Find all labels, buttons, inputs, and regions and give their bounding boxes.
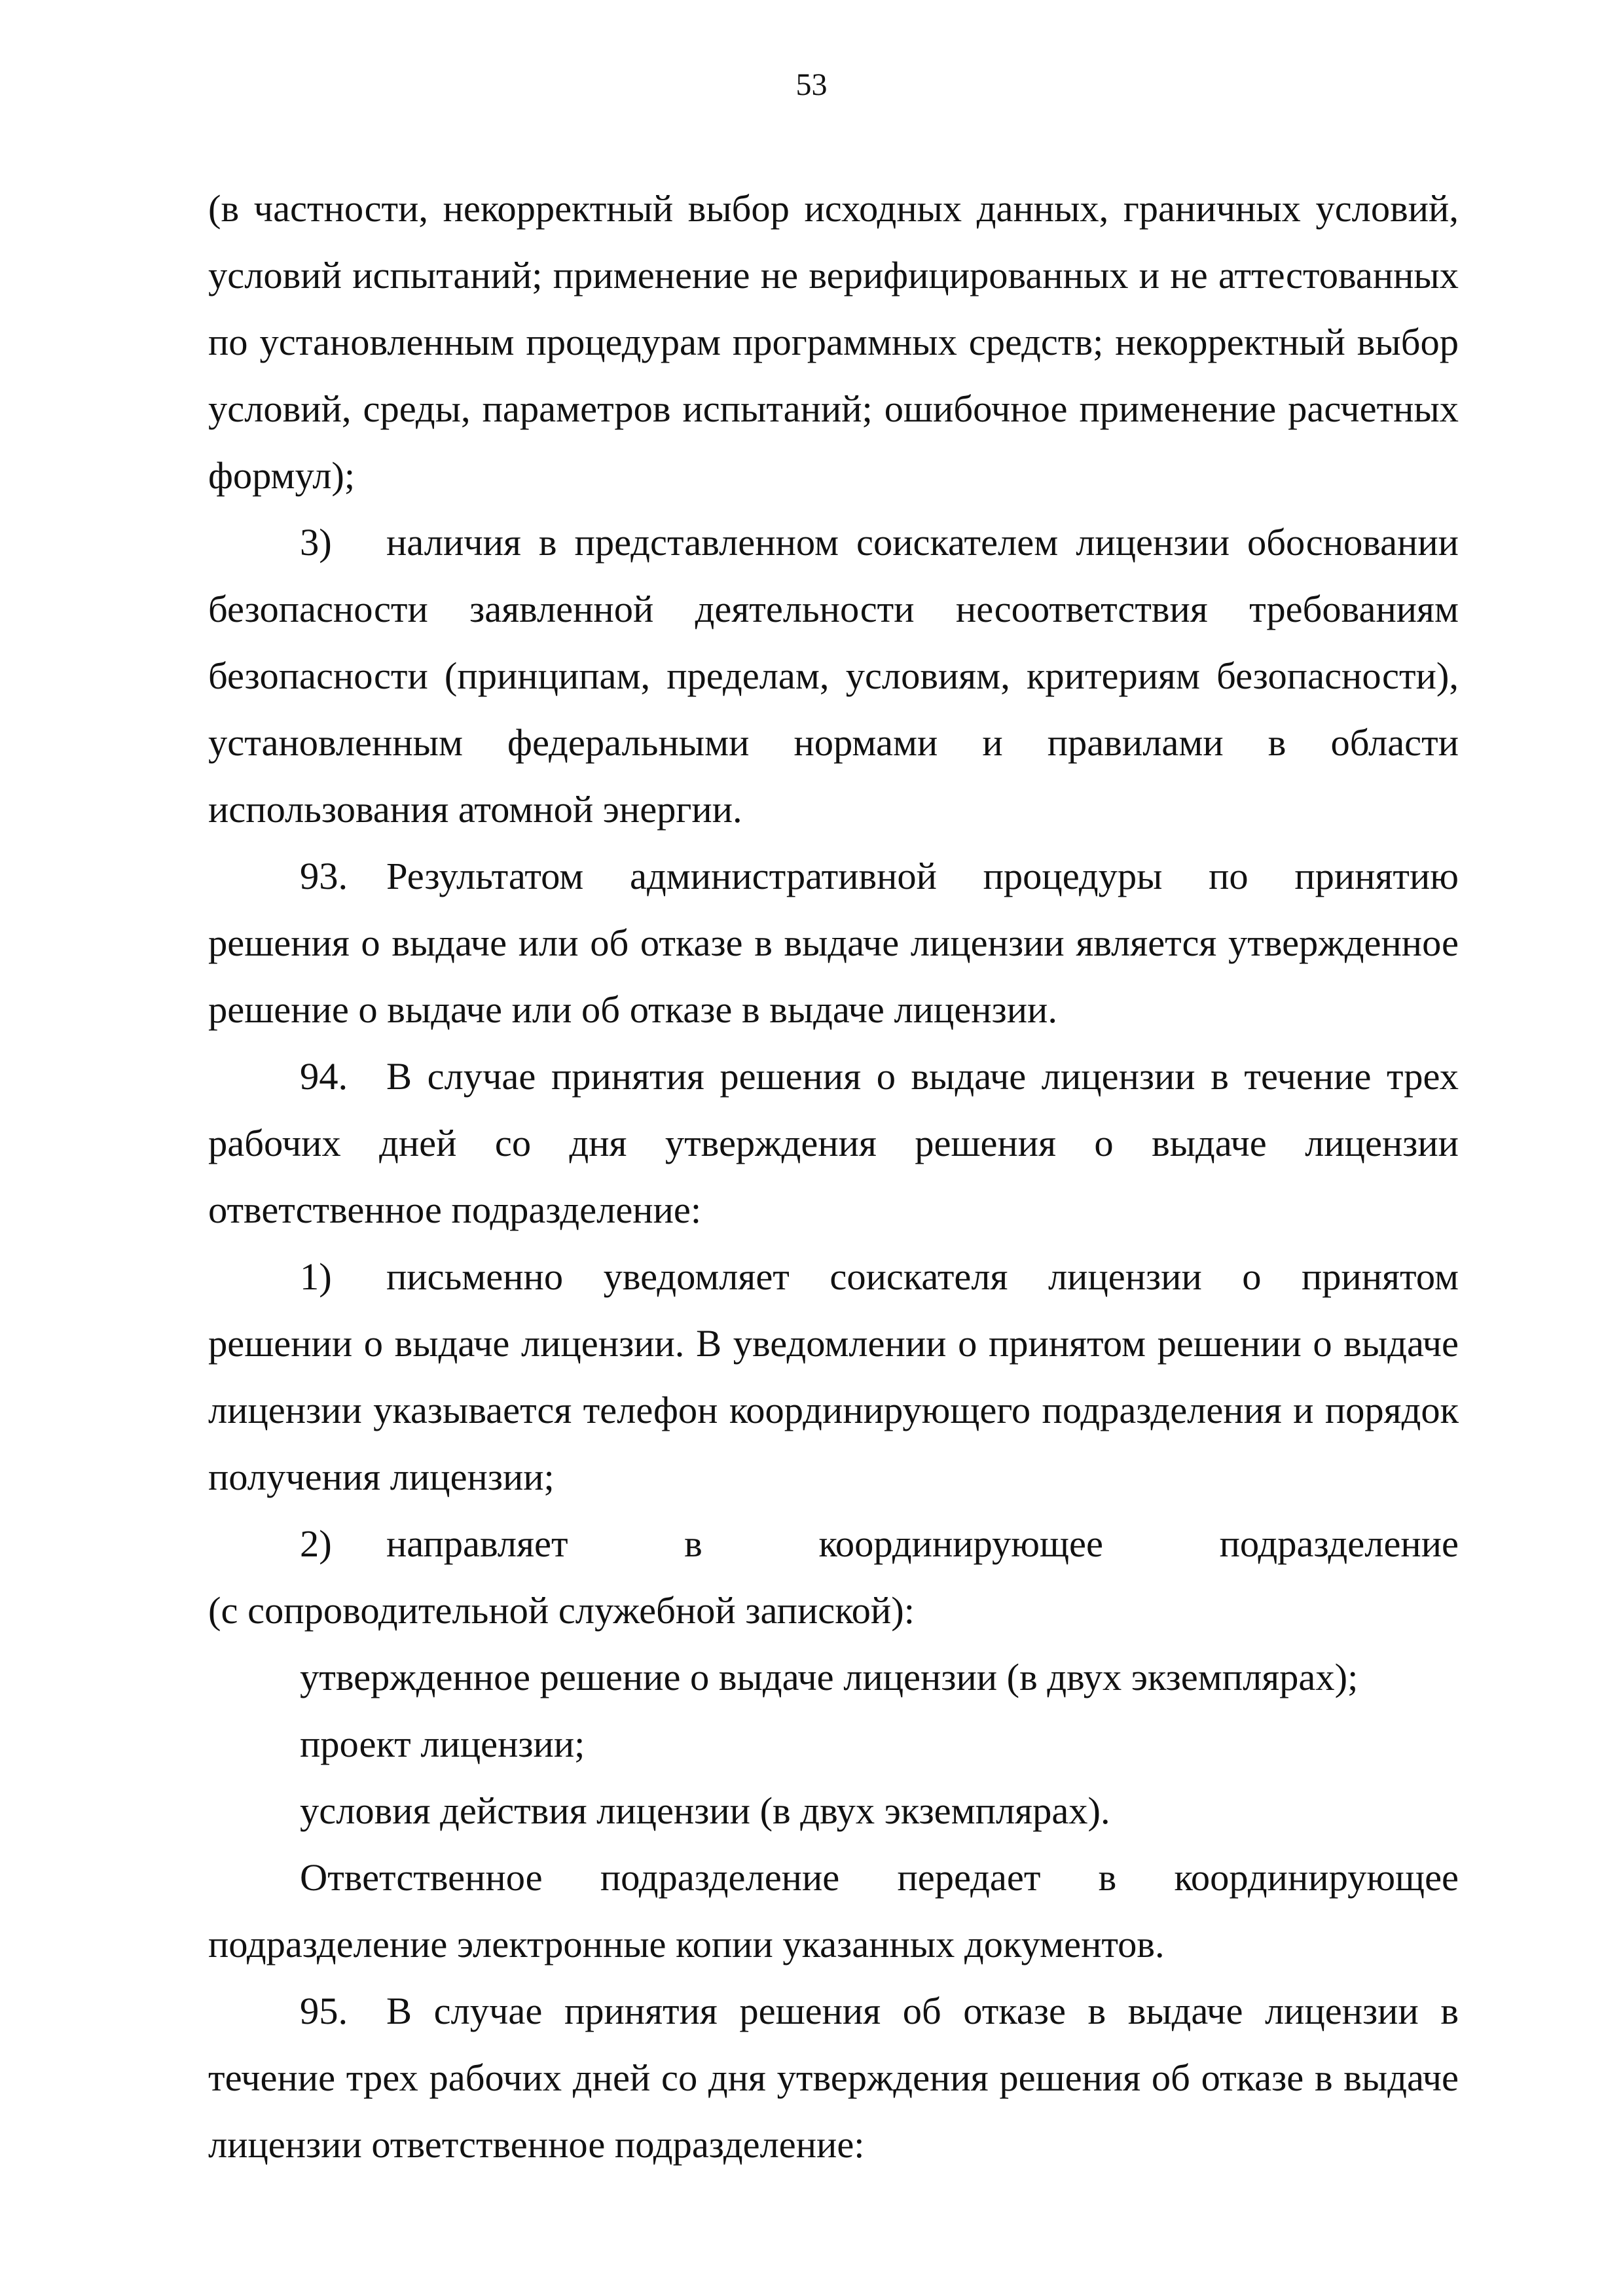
item-number: 94. [300,1055,348,1098]
paragraph-94 [208,1043,1459,1244]
item-text: В случае принятия решения о выдаче лицензии в течение трех рабочих дней со дня утверждения решения о выдаче лицензии ответственное подразделение: [208,1055,1459,1231]
item-number: 2) [300,1522,332,1565]
item-number: 3) [300,521,332,564]
item-text: Результатом административной процедуры по принятию решения о выдаче или об отказе в выдаче лицензии является утвержденное решение о выдаче или об отказе в выдаче лицензии. [208,855,1459,1031]
list-item: условия действия лицензии (в двух экземплярах). [300,1789,1110,1832]
item-text: письменно уведомляет соискателя лицензии о принятом решении о выдаче лицензии. В уведомлении о принятом решении о выдаче лицензии указывается телефон координирующего подразделения и порядок получения лицензии; [208,1255,1459,1498]
item-number: 1) [300,1255,332,1298]
page-number: 53 [795,67,828,102]
paragraph-95 [208,1978,1459,2178]
paragraph-electronic-copies: Ответственное подразделение передает в координирующее подразделение электронные копии указанных документов. [208,1856,1459,1965]
item-number: 95. [300,1990,348,2032]
list-item: проект лицензии; [300,1723,585,1765]
item-number: 93. [300,855,348,897]
list-item: утвержденное решение о выдаче лицензии (в двух экземплярах); [300,1656,1359,1698]
document-body [208,175,1459,2178]
item-text: направляет в координирующее подразделение [386,1522,1459,1565]
paragraph-item-3 [208,509,1459,843]
paragraph-93 [208,843,1459,1043]
paragraph-item-1 [208,1244,1459,1511]
item-text: В случае принятия решения об отказе в выдаче лицензии в течение трех рабочих дней со дня утверждения решения об отказе в выдаче лицензии ответственное подразделение: [208,1990,1459,2166]
paragraph-continuation: (в частности, некорректный выбор исходных данных, граничных условий, условий испытаний; применение не верифицированных и не аттестованных по установленным процедурам программных средств; некорректный выбор условий, среды, параметров испытаний; ошибочное применение расчетных формул); [208,187,1459,497]
item-text: наличия в представленном соискателем лицензии обосновании безопасности заявленной деятельности несоответствия требованиям безопасности (принципам, пределам, условиям, критериям безопасности), установленным федеральными нормами и правилами в области использования атомной энергии. [208,521,1459,831]
paragraph-item-2-line1 [208,1511,1459,1577]
paragraph-item-2-line2: (с сопроводительной служебной запиской): [208,1589,915,1632]
